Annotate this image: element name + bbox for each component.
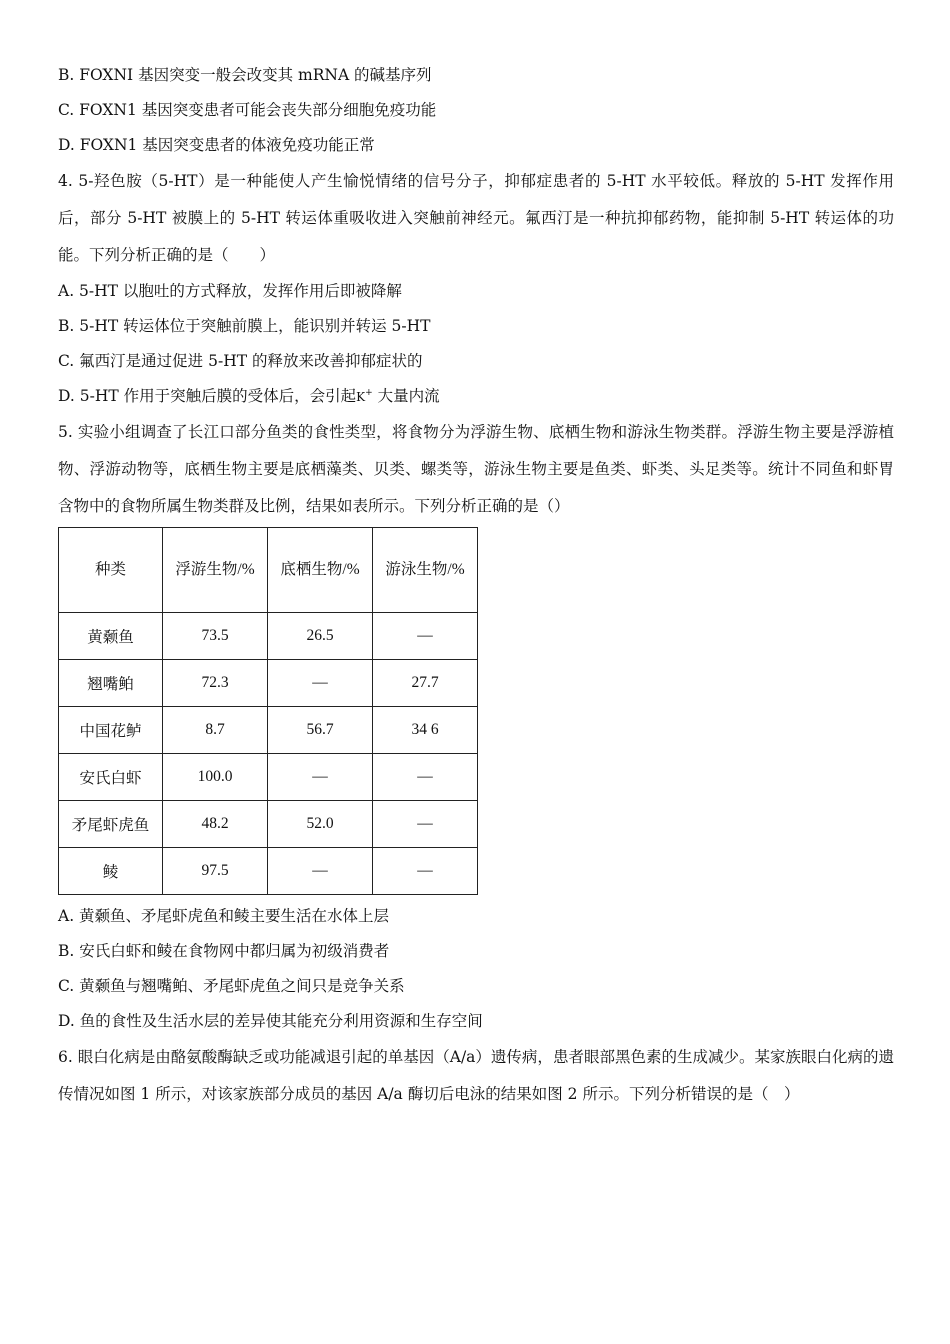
table-cell: 100.0 [163,754,268,801]
table-cell: 鲮 [59,848,163,895]
q4-option-a: A. 5-HT 以胞吐的方式释放，发挥作用后即被降解 [58,282,402,300]
q4-option-d-text-end: 大量内流 [377,387,440,405]
header-benthos: 底栖生物/% [268,528,373,613]
table-cell: — [373,613,478,660]
table-cell: — [373,754,478,801]
table-row [59,848,478,895]
header-plankton [163,528,268,613]
table-cell: 48.2 [163,801,268,848]
potassium-ion [356,387,373,405]
table-row [59,754,478,801]
table-cell: 26.5 [268,613,373,660]
header-nekton: 游泳生物/% [373,528,478,613]
table-cell: 72.3 [163,660,268,707]
exam-page [58,58,894,1113]
table-row [59,707,478,754]
ion-charge: + [365,387,373,398]
table-cell: 矛尾虾虎鱼 [59,801,163,848]
header-species: 种类 [59,528,163,613]
table-row [59,613,478,660]
table-cell: — [373,801,478,848]
table-cell: 73.5 [163,613,268,660]
table-cell: 8.7 [163,707,268,754]
q3-option-d: D. FOXN1 基因突变患者的体液免疫功能正常 [58,136,375,154]
q5-option-b: B. 安氏白虾和鲮在食物网中都归属为初级消费者 [58,942,390,960]
table-cell: 52.0 [268,801,373,848]
diet-table [58,527,478,895]
table-cell: — [268,660,373,707]
q3-option-c: C. FOXN1 基因突变患者可能会丧失部分细胞免疫功能 [58,101,437,119]
table-cell: — [268,848,373,895]
q5-option-d: D. 鱼的食性及生活水层的差异使其能充分利用资源和生存空间 [58,1012,483,1030]
table-cell: 34 6 [373,707,478,754]
q4-stem: 4. 5-羟色胺（5-HT）是一种能使人产生愉悦情绪的信号分子，抑郁症患者的 5-HT 水平较低。释放的 5-HT 发挥作用后，部分 5-HT 被膜上的 5-HT 转运体重吸收进入突触前神经元。氟西汀是一种抗抑郁药物，能抑制 5-HT 转运体的功能。下列分析正确的是（ ） [58,172,894,264]
table-header-row [59,528,478,613]
table-cell: 中国花鲈 [59,707,163,754]
table-cell: 黄颡鱼 [59,613,163,660]
table-cell: 安氏白虾 [59,754,163,801]
question-6 [58,1039,894,1113]
question-4 [58,163,894,414]
table-row [59,801,478,848]
table-cell: 97.5 [163,848,268,895]
q5-option-a: A. 黄颡鱼、矛尾虾虎鱼和鲮主要生活在水体上层 [58,907,390,925]
q5-option-c: C. 黄颡鱼与翘嘴鲌、矛尾虾虎鱼之间只是竞争关系 [58,977,405,995]
table-cell: 翘嘴鲌 [59,660,163,707]
header-plankton-text: 浮游生物/% [175,561,255,578]
table-cell: 56.7 [268,707,373,754]
question-5 [58,414,894,1039]
q3-options [58,58,894,163]
table-row [59,660,478,707]
q4-option-c: C. 氟西汀是通过促进 5-HT 的释放来改善抑郁症状的 [58,352,423,370]
q4-option-b: B. 5-HT 转运体位于突触前膜上，能识别并转运 5-HT [58,317,431,335]
q3-option-b: B. FOXNI 基因突变一般会改变其 mRNA 的碱基序列 [58,66,432,84]
q4-option-d [58,379,894,414]
table-cell: — [268,754,373,801]
q6-stem: 6. 眼白化病是由酪氨酸酶缺乏或功能减退引起的单基因（A/a）遗传病，患者眼部黑色素的生成减少。某家族眼白化病的遗传情况如图 1 所示，对该家族部分成员的基因 A/a 酶切后电泳的结果如图 2 所示。下列分析错误的是（ ） [58,1048,894,1103]
q5-stem: 5. 实验小组调查了长江口部分鱼类的食性类型，将食物分为浮游生物、底栖生物和游泳生物类群。浮游生物主要是浮游植物、浮游动物等，底栖生物主要是底栖藻类、贝类、螺类等，游泳生物主要是鱼类、虾类、头足类等。统计不同鱼和虾胃含物中的食物所属生物类群及比例，结果如表所示。下列分析正确的是（） [58,423,894,515]
table-cell: 27.7 [373,660,478,707]
table-cell: — [373,848,478,895]
q4-option-d-text: D. 5-HT 作用于突触后膜的受体后，会引起 [58,387,357,405]
ion-symbol: K [356,390,366,404]
